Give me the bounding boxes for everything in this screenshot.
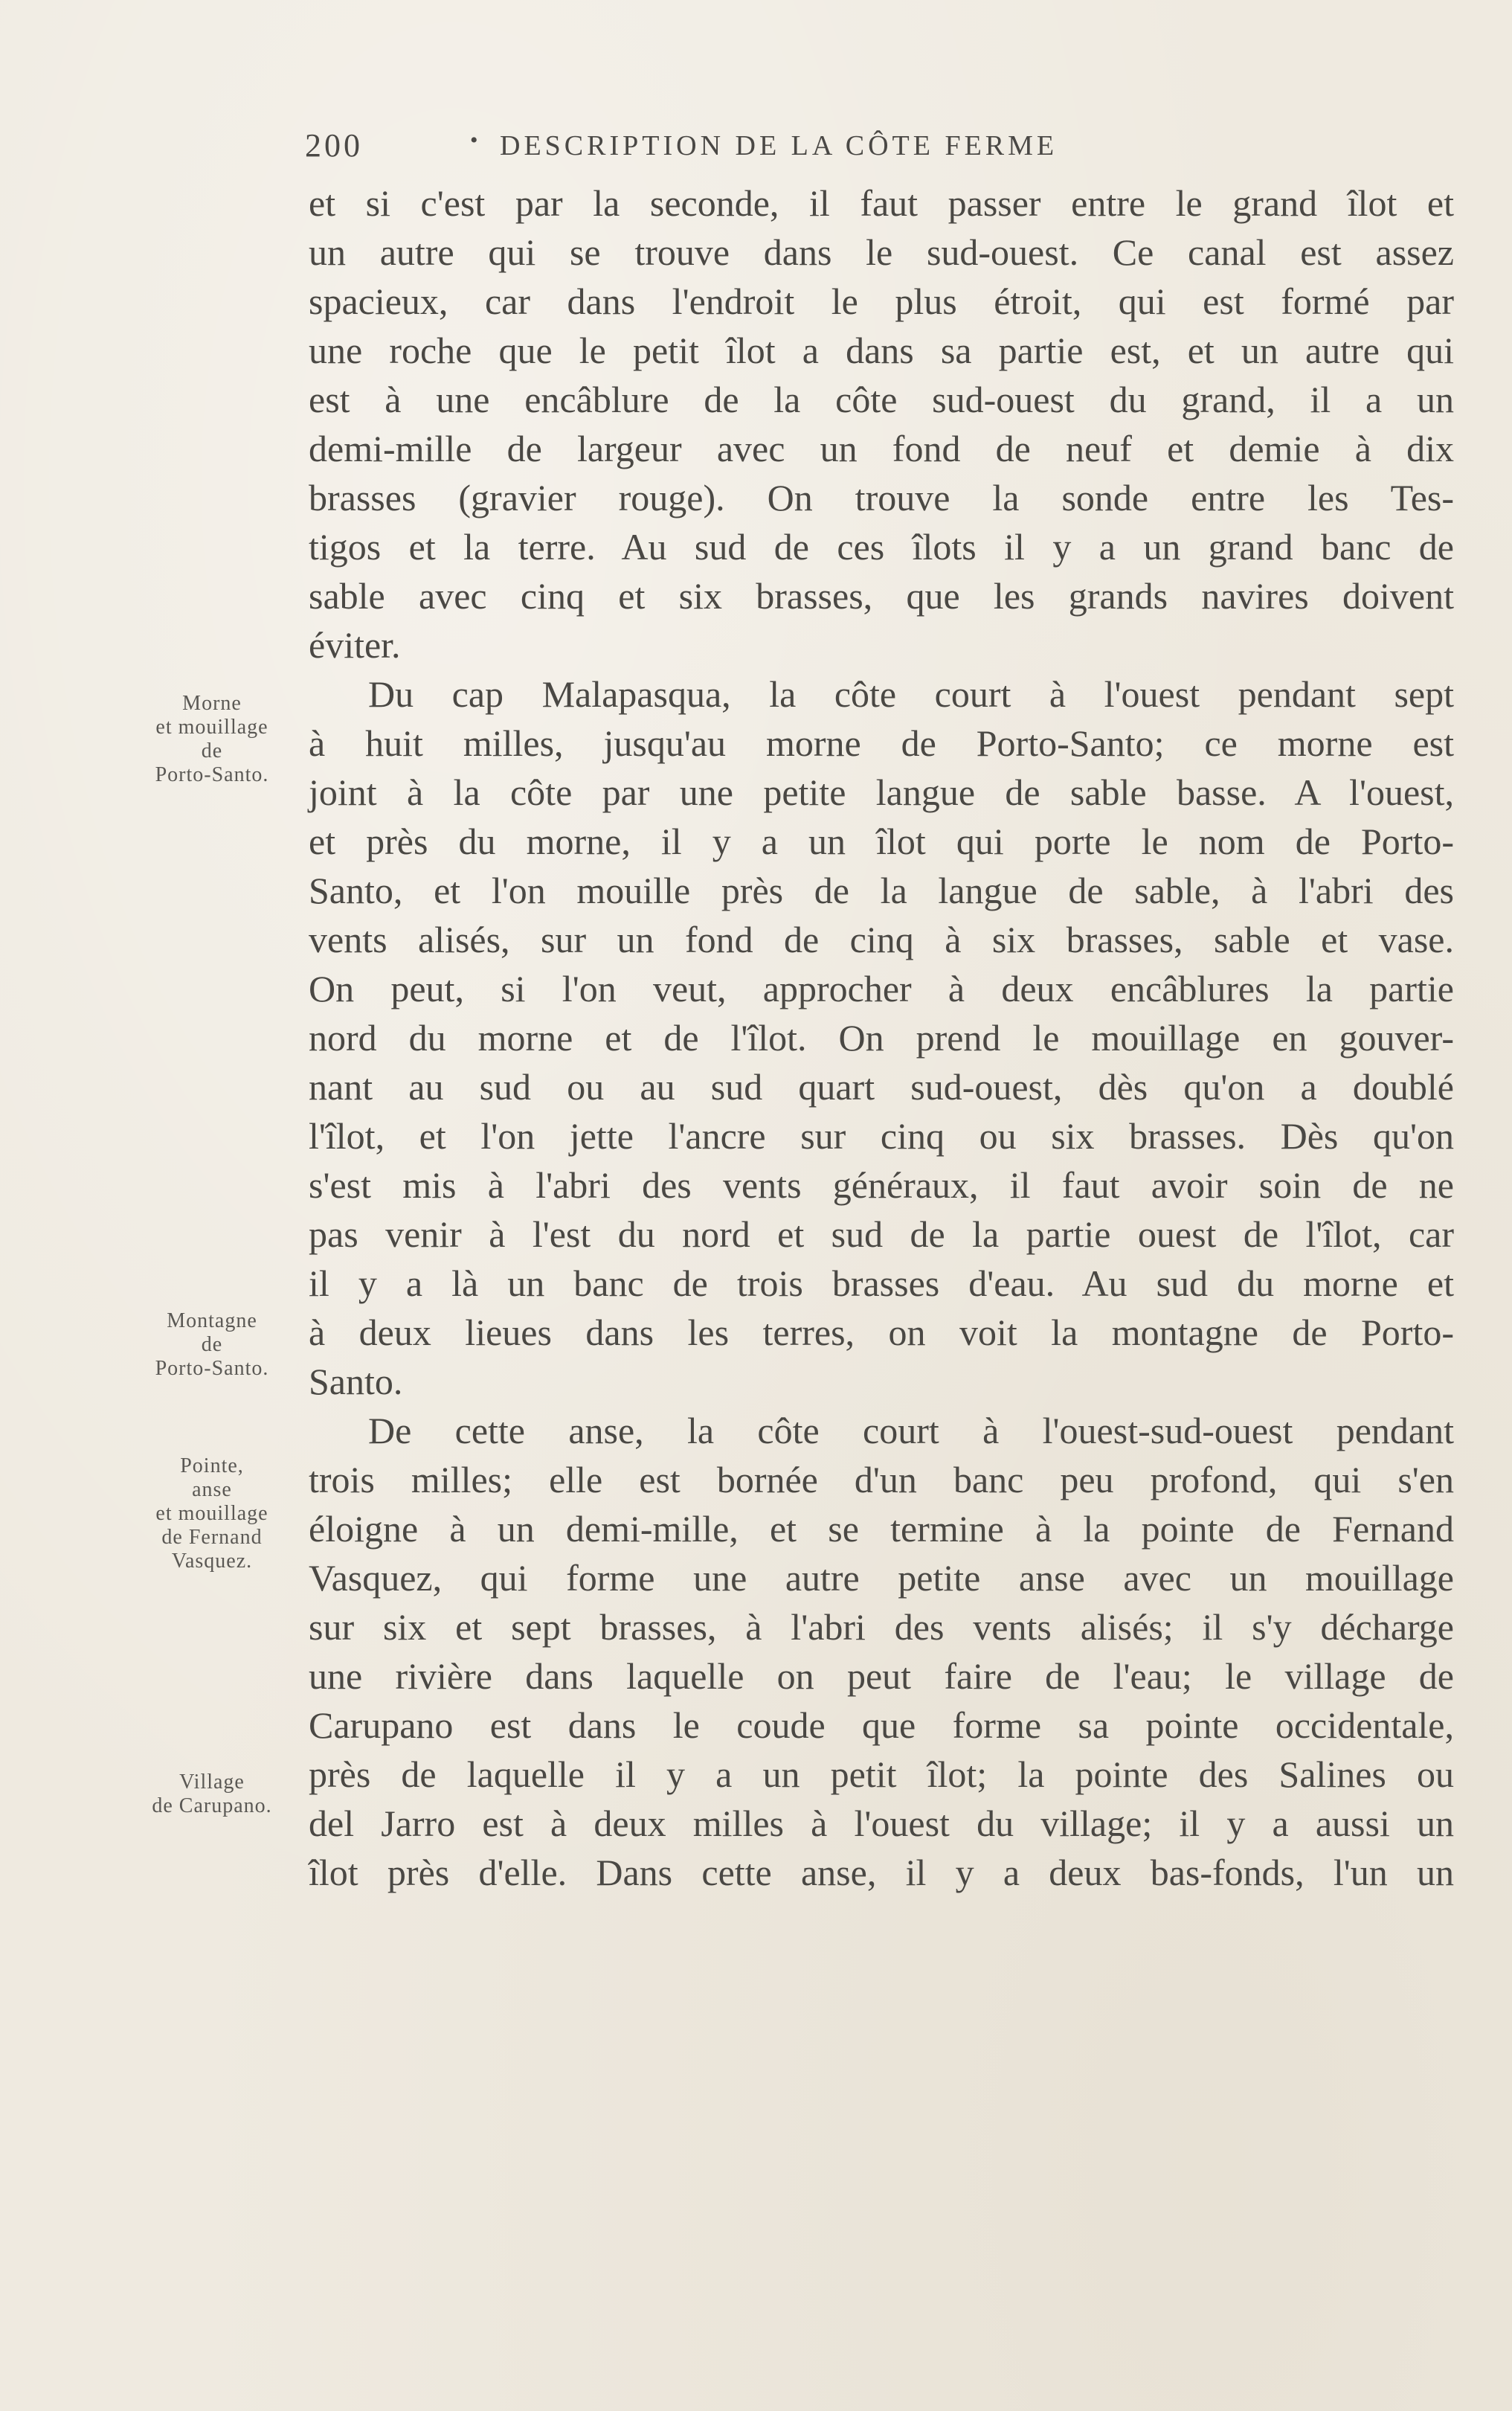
text-line: On peut, si l'on veut, approcher à deux encâblures la partie — [309, 968, 1454, 1009]
text-line: joint à la côte par une petite langue de sable basse. A l'ouest, — [309, 771, 1454, 813]
text-line: une rivière dans laquelle on peut faire de l'eau; le village de — [309, 1655, 1454, 1697]
text-line: nord du morne et de l'îlot. On prend le mouillage en gouver- — [309, 1017, 1454, 1059]
text-line: nant au sud ou au sud quart sud-ouest, dès qu'on a doublé — [309, 1066, 1454, 1108]
text-line: éloigne à un demi-mille, et se termine à la pointe de Fernand — [309, 1508, 1454, 1550]
text-line: pas venir à l'est du nord et sud de la partie ouest de l'îlot, car — [309, 1213, 1454, 1255]
text-line: Vasquez, qui forme une autre petite anse avec un mouillage — [309, 1557, 1454, 1599]
text-line: près de laquelle il y a un petit îlot; la pointe des Salines ou — [309, 1753, 1454, 1795]
margin-note-line: anse — [192, 1478, 232, 1501]
margin-note-line: de — [201, 1333, 223, 1356]
margin-note-line: de Carupano. — [152, 1794, 272, 1817]
margin-note-carupano — [123, 1770, 301, 1818]
page-header — [305, 126, 1212, 171]
margin-note-line: de — [201, 739, 223, 763]
text-line: à deux lieues dans les terres, on voit la montagne de Porto- — [309, 1312, 1454, 1353]
text-line: et près du morne, il y a un îlot qui porte le nom de Porto- — [309, 821, 1454, 862]
text-line: Carupano est dans le coude que forme sa pointe occidentale, — [309, 1704, 1454, 1746]
page-number: 200 — [305, 127, 363, 164]
margin-note-line: Montagne — [167, 1309, 257, 1332]
text-line: brasses (gravier rouge). On trouve la sonde entre les Tes- — [309, 477, 1454, 519]
text-line: est à une encâblure de la côte sud-ouest du grand, il a un — [309, 379, 1454, 420]
text-line: demi-mille de largeur avec un fond de neuf et demie à dix — [309, 428, 1454, 469]
margin-note-line: Vasquez. — [171, 1550, 253, 1573]
margin-note-line: et mouillage — [155, 716, 268, 739]
margin-note-line: Pointe, — [180, 1454, 244, 1477]
text-line: à huit milles, jusqu'au morne de Porto-Santo; ce morne est — [309, 722, 1454, 764]
text-line: une roche que le petit îlot a dans sa partie est, et un autre qui — [309, 330, 1454, 371]
margin-note-line: Porto-Santo. — [155, 1357, 269, 1380]
text-line: l'îlot, et l'on jette l'ancre sur cinq ou six brasses. Dès qu'on — [309, 1115, 1454, 1157]
margin-note-line: Porto-Santo. — [155, 763, 269, 786]
text-line: îlot près d'elle. Dans cette anse, il y a deux bas-fonds, l'un un — [309, 1852, 1454, 1893]
text-line: Du cap Malapasqua, la côte court à l'ouest pendant sept — [368, 673, 1454, 715]
running-title: DESCRIPTION DE LA CÔTE FERME — [500, 130, 1058, 161]
margin-note-line: Morne — [182, 692, 242, 715]
text-line: Santo. — [309, 1361, 403, 1402]
margin-note-line: Village — [179, 1770, 245, 1794]
margin-note-line: et mouillage — [155, 1502, 268, 1525]
text-line: tigos et la terre. Au sud de ces îlots il y a un grand banc de — [309, 526, 1454, 568]
margin-note-line: de Fernand — [161, 1526, 263, 1549]
text-line: sur six et sept brasses, à l'abri des vents alisés; il s'y décharge — [309, 1606, 1454, 1648]
margin-note-porto-santo-mouillage — [119, 692, 305, 787]
text-line: spacieux, car dans l'endroit le plus étroit, qui est formé par — [309, 280, 1454, 322]
text-line: trois milles; elle est bornée d'un banc peu profond, qui s'en — [309, 1459, 1454, 1500]
text-line: del Jarro est à deux milles à l'ouest du village; il y a aussi un — [309, 1802, 1454, 1844]
margin-note-fernand-vasquez — [119, 1454, 305, 1573]
text-line: vents alisés, sur un fond de cinq à six brasses, sable et vase. — [309, 919, 1454, 960]
header-ornament: • — [470, 128, 481, 153]
margin-note-montagne — [123, 1309, 301, 1381]
text-line: éviter. — [309, 624, 401, 666]
text-line: sable avec cinq et six brasses, que les grands navires doivent — [309, 575, 1454, 617]
text-line: et si c'est par la seconde, il faut passer entre le grand îlot et — [309, 182, 1454, 224]
text-line: De cette anse, la côte court à l'ouest-sud-ouest pendant — [368, 1410, 1454, 1451]
text-line: il y a là un banc de trois brasses d'eau. Au sud du morne et — [309, 1262, 1454, 1304]
text-line: Santo, et l'on mouille près de la langue de sable, à l'abri des — [309, 870, 1454, 911]
text-line: un autre qui se trouve dans le sud-ouest. Ce canal est assez — [309, 231, 1454, 273]
text-line: s'est mis à l'abri des vents généraux, il faut avoir soin de ne — [309, 1164, 1454, 1206]
